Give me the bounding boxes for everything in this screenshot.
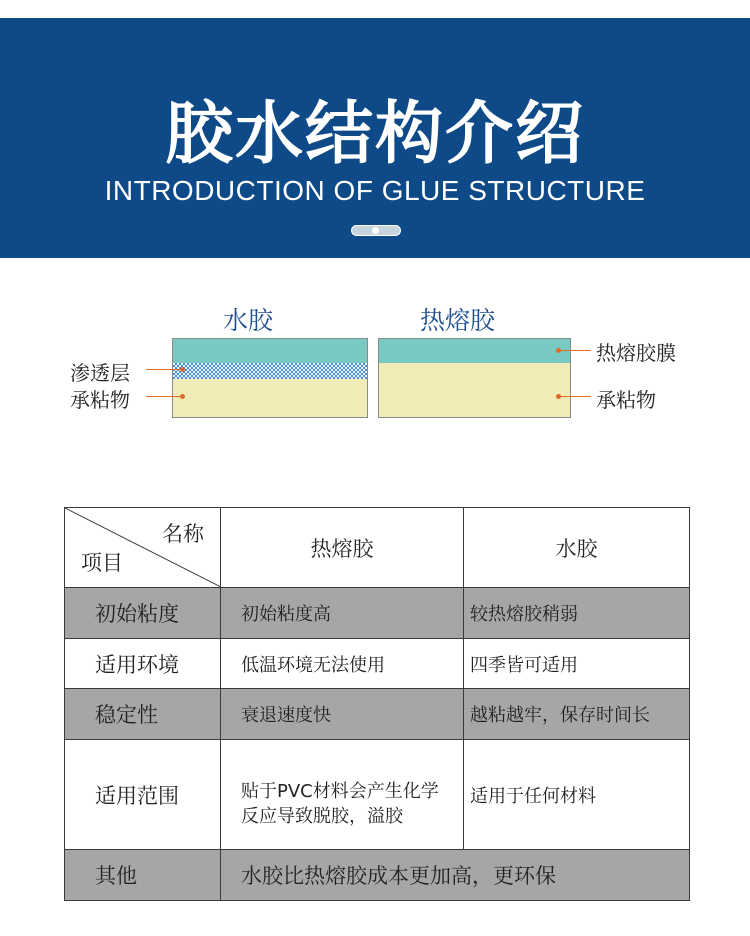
table-header-row bbox=[65, 508, 690, 588]
substrate-leader-line-right bbox=[561, 396, 591, 397]
hotmelt-value: 初始粘度高 bbox=[221, 588, 464, 639]
substrate-leader-line bbox=[146, 396, 180, 397]
comparison-table bbox=[64, 507, 690, 901]
row-item-label: 适用环境 bbox=[65, 639, 221, 689]
merged-value: 水胶比热熔胶成本更加高，更环保 bbox=[221, 850, 690, 901]
water-value: 越粘越牢，保存时间长 bbox=[464, 689, 690, 740]
water-glue-label: 水胶 bbox=[223, 306, 274, 335]
substrate-marker-dot bbox=[180, 394, 185, 399]
penetration-callout: 渗透层 bbox=[70, 361, 130, 385]
penetration-marker-dot bbox=[180, 367, 185, 372]
penetration-layer bbox=[173, 363, 367, 379]
table-row bbox=[65, 850, 690, 901]
page-subtitle: INTRODUCTION OF GLUE STRUCTURE bbox=[104, 175, 646, 206]
water-value: 适用于任何材料 bbox=[464, 740, 690, 850]
hotmelt-value-line-1: 贴于PVC材料会产生化学 bbox=[241, 780, 439, 802]
corner-item-label: 项目 bbox=[81, 551, 123, 575]
table-row bbox=[65, 588, 690, 639]
slider-indicator bbox=[351, 225, 401, 236]
table-row bbox=[65, 639, 690, 689]
table-row bbox=[65, 689, 690, 740]
header-banner bbox=[0, 18, 750, 258]
slider-knob bbox=[372, 227, 379, 234]
hotmelt-value: 衰退速度快 bbox=[221, 689, 464, 740]
page-title: 胶水结构介绍 bbox=[164, 95, 585, 174]
film-leader-line bbox=[561, 350, 591, 351]
top-spacer bbox=[0, 0, 750, 18]
water-value: 较热熔胶稍弱 bbox=[464, 588, 690, 639]
header-water-glue: 水胶 bbox=[464, 508, 690, 588]
substrate-callout-right: 承粘物 bbox=[596, 388, 656, 412]
hotmelt-value-line-2: 反应导致脱胶，溢胶 bbox=[241, 805, 403, 827]
hotmelt-cross-section bbox=[378, 338, 571, 418]
hotmelt-label: 热熔胶 bbox=[420, 306, 496, 335]
hotmelt-film-layer bbox=[379, 339, 570, 363]
table-row bbox=[65, 740, 690, 850]
row-item-label: 初始粘度 bbox=[65, 588, 221, 639]
header-hotmelt: 热熔胶 bbox=[221, 508, 464, 588]
substrate-callout-left: 承粘物 bbox=[70, 388, 130, 412]
hotmelt-value bbox=[221, 740, 464, 850]
corner-cell bbox=[65, 508, 221, 588]
corner-name-label: 名称 bbox=[162, 522, 204, 546]
row-item-label: 适用范围 bbox=[65, 740, 221, 850]
water-value: 四季皆可适用 bbox=[464, 639, 690, 689]
glue-surface-layer bbox=[173, 339, 367, 363]
hotmelt-value: 低温环境无法使用 bbox=[221, 639, 464, 689]
penetration-leader-line bbox=[146, 369, 180, 370]
row-item-label: 其他 bbox=[65, 850, 221, 901]
water-glue-cross-section bbox=[172, 338, 368, 418]
row-item-label: 稳定性 bbox=[65, 689, 221, 740]
hotmelt-film-callout: 热熔胶膜 bbox=[596, 341, 676, 365]
